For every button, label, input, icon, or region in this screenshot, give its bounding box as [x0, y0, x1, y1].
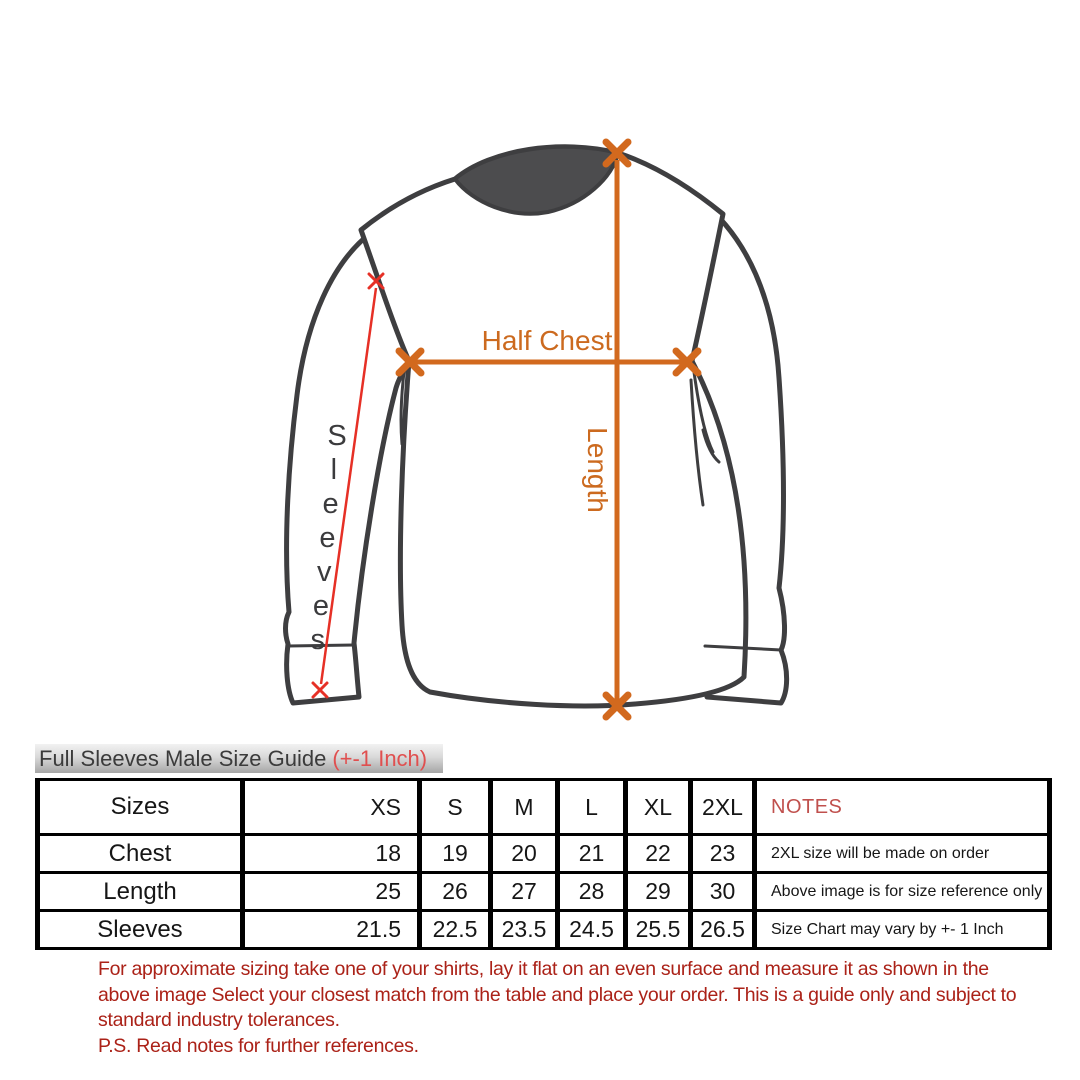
measurement-value-cell: 25: [243, 873, 420, 911]
measurement-value-cell: 24.5: [558, 911, 626, 949]
measurement-value-cell: 30: [691, 873, 755, 911]
measurement-label-cell: Sleeves: [38, 911, 243, 949]
sleeves-label-letter: s: [310, 624, 326, 656]
sizes-header-cell: Sizes: [38, 780, 243, 835]
measurement-value-cell: 22.5: [420, 911, 491, 949]
sleeves-label-letter: e: [322, 488, 339, 520]
measurement-value-cell: 18: [243, 835, 420, 873]
size-column-header: 2XL: [691, 780, 755, 835]
sleeves-label-letter: e: [319, 522, 336, 554]
half-chest-label: Half Chest: [481, 325, 613, 356]
sleeves-label-letter: e: [312, 590, 330, 622]
length-label: Length: [582, 427, 613, 513]
measurement-value-cell: 26.5: [691, 911, 755, 949]
table-header-row: [38, 780, 1050, 835]
sleeves-label-letter: S: [327, 420, 347, 452]
size-table-header: [38, 780, 1050, 835]
instruction-line: above image Select your closest match from the table and place your order. This is a guide only and subject to: [98, 983, 1017, 1006]
size-guide-tolerance: (+-1 Inch): [332, 745, 428, 771]
measurement-value-cell: 25.5: [626, 911, 691, 949]
note-cell: Above image is for size reference only: [755, 873, 1050, 911]
measurement-value-cell: 19: [420, 835, 491, 873]
measurement-label-cell: Length: [38, 873, 243, 911]
measurement-value-cell: 21.5: [243, 911, 420, 949]
size-column-header: XL: [626, 780, 691, 835]
measurement-value-cell: 28: [558, 873, 626, 911]
table-row: [38, 911, 1050, 949]
size-column-header: S: [420, 780, 491, 835]
measurement-value-cell: 20: [491, 835, 558, 873]
sizing-instructions: [98, 957, 1058, 1059]
measurement-value-cell: 23: [691, 835, 755, 873]
measurement-label-cell: Chest: [38, 835, 243, 873]
measurement-value-cell: 29: [626, 873, 691, 911]
size-column-header: XS: [243, 780, 420, 835]
size-guide-title: Full Sleeves Male Size Guide: [39, 745, 327, 771]
size-chart-table: [35, 778, 1052, 950]
measurement-value-cell: 21: [558, 835, 626, 873]
table-row: [38, 873, 1050, 911]
measurement-value-cell: 23.5: [491, 911, 558, 949]
measurement-value-cell: 27: [491, 873, 558, 911]
size-column-header: M: [491, 780, 558, 835]
measurement-value-cell: 26: [420, 873, 491, 911]
size-guide-title-bar: [35, 744, 443, 773]
size-table-body: [38, 835, 1050, 949]
measurement-value-cell: 22: [626, 835, 691, 873]
note-cell: Size Chart may vary by +- 1 Inch: [755, 911, 1050, 949]
instruction-line: standard industry tolerances.: [98, 1009, 340, 1031]
size-column-header: L: [558, 780, 626, 835]
instruction-line: For approximate sizing take one of your shirts, lay it flat on an even surface and measure it as shown in the: [98, 958, 989, 980]
note-cell: 2XL size will be made on order: [755, 835, 1050, 873]
instruction-ps-line: P.S. Read notes for further references.: [98, 1034, 419, 1057]
shirt-body-outline: [361, 147, 746, 706]
sleeves-label-letter: v: [316, 556, 332, 588]
sleeves-label-letter: l: [330, 454, 338, 486]
table-row: [38, 835, 1050, 873]
notes-header-cell: NOTES: [755, 780, 1050, 835]
